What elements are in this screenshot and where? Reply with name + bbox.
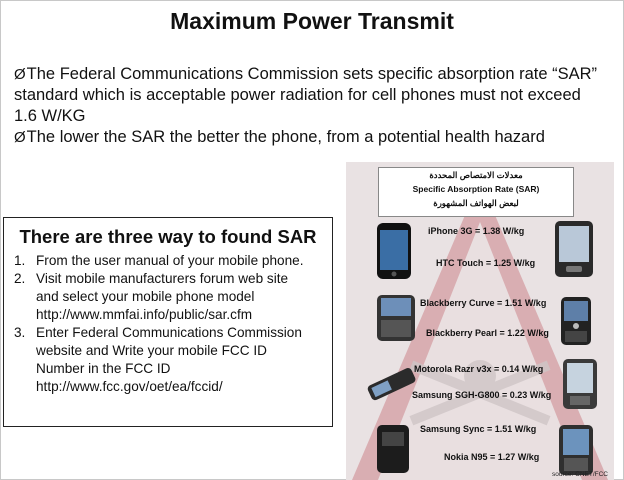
sar-row-blackberry-curve: Blackberry Curve = 1.51 W/kg	[420, 298, 547, 308]
samsung-sync-icon	[376, 424, 410, 474]
sar-header-arabic-sub: لبعض الهواتف المشهورة	[433, 198, 519, 208]
sar-header	[378, 167, 574, 217]
list-line: website and Write your mobile FCC ID	[36, 343, 267, 358]
bullet-line: The Federal Communications Commission sets specific absorption rate “SAR”	[26, 65, 598, 83]
list-item	[14, 324, 332, 396]
blackberry-pearl-icon	[560, 296, 592, 346]
list-number: 3.	[14, 325, 26, 340]
sar-infographic	[346, 162, 614, 480]
list-line: and select your mobile phone model	[36, 289, 255, 304]
list-line: Enter Federal Communications Commission	[36, 325, 302, 340]
nokia-n95-icon	[558, 424, 594, 476]
list-line: From the user manual of your mobile phone.	[36, 253, 304, 268]
blackberry-curve-icon	[376, 294, 416, 342]
bullet-line: The lower the SAR the better the phone, from a potential health hazard	[26, 128, 545, 146]
find-sar-title: There are three way to found SAR	[19, 226, 317, 247]
list-line: Visit mobile manufacturers forum web site	[36, 271, 289, 286]
sar-row-iphone-3g: iPhone 3G = 1.38 W/kg	[428, 226, 525, 236]
sar-row-nokia-n95: Nokia N95 = 1.27 W/kg	[444, 452, 540, 462]
list-number: 1.	[14, 253, 26, 268]
sar-row-motorola-razr: Motorola Razr v3x = 0.14 W/kg	[414, 364, 544, 374]
find-sar-list	[4, 252, 332, 396]
list-line: Number in the FCC ID	[36, 361, 171, 376]
arrow-bullet-icon: Ø	[14, 129, 26, 146]
find-sar-box	[3, 217, 333, 427]
bullet-line: 1.6 W/KG	[14, 107, 86, 125]
sar-row-samsung-sync: Samsung Sync = 1.51 W/kg	[420, 424, 537, 434]
sar-header-english: Specific Absorption Rate (SAR)	[412, 184, 540, 194]
sar-header-arabic: معدلات الامتصاص المحددة	[429, 170, 523, 180]
sar-row-blackberry-pearl: Blackberry Pearl = 1.22 W/kg	[426, 328, 549, 338]
list-item	[14, 270, 332, 324]
sar-row-htc-touch: HTC Touch = 1.25 W/kg	[436, 258, 536, 268]
list-item	[14, 252, 332, 270]
bullet-list	[14, 64, 614, 148]
samsung-g800-icon	[562, 358, 598, 410]
slide-title: Maximum Power Transmit	[170, 8, 454, 34]
bullet-fcc-standard	[14, 64, 614, 127]
arrow-bullet-icon: Ø	[14, 66, 26, 83]
bullet-lower-sar	[14, 127, 614, 148]
bullet-line: standard which is acceptable power radiation for cell phones must not exceed	[14, 86, 581, 104]
source-credit: source: CNET/FCC	[552, 471, 608, 478]
sar-row-samsung-g800: Samsung SGH-G800 = 0.23 W/kg	[412, 390, 552, 400]
iphone-3g-icon	[376, 222, 412, 280]
htc-touch-icon	[554, 220, 594, 278]
list-number: 2.	[14, 271, 26, 286]
fcc-link: http://www.fcc.gov/oet/ea/fccid/	[36, 379, 223, 394]
mmf-link: http://www.mmfai.info/public/sar.cfm	[36, 307, 253, 322]
